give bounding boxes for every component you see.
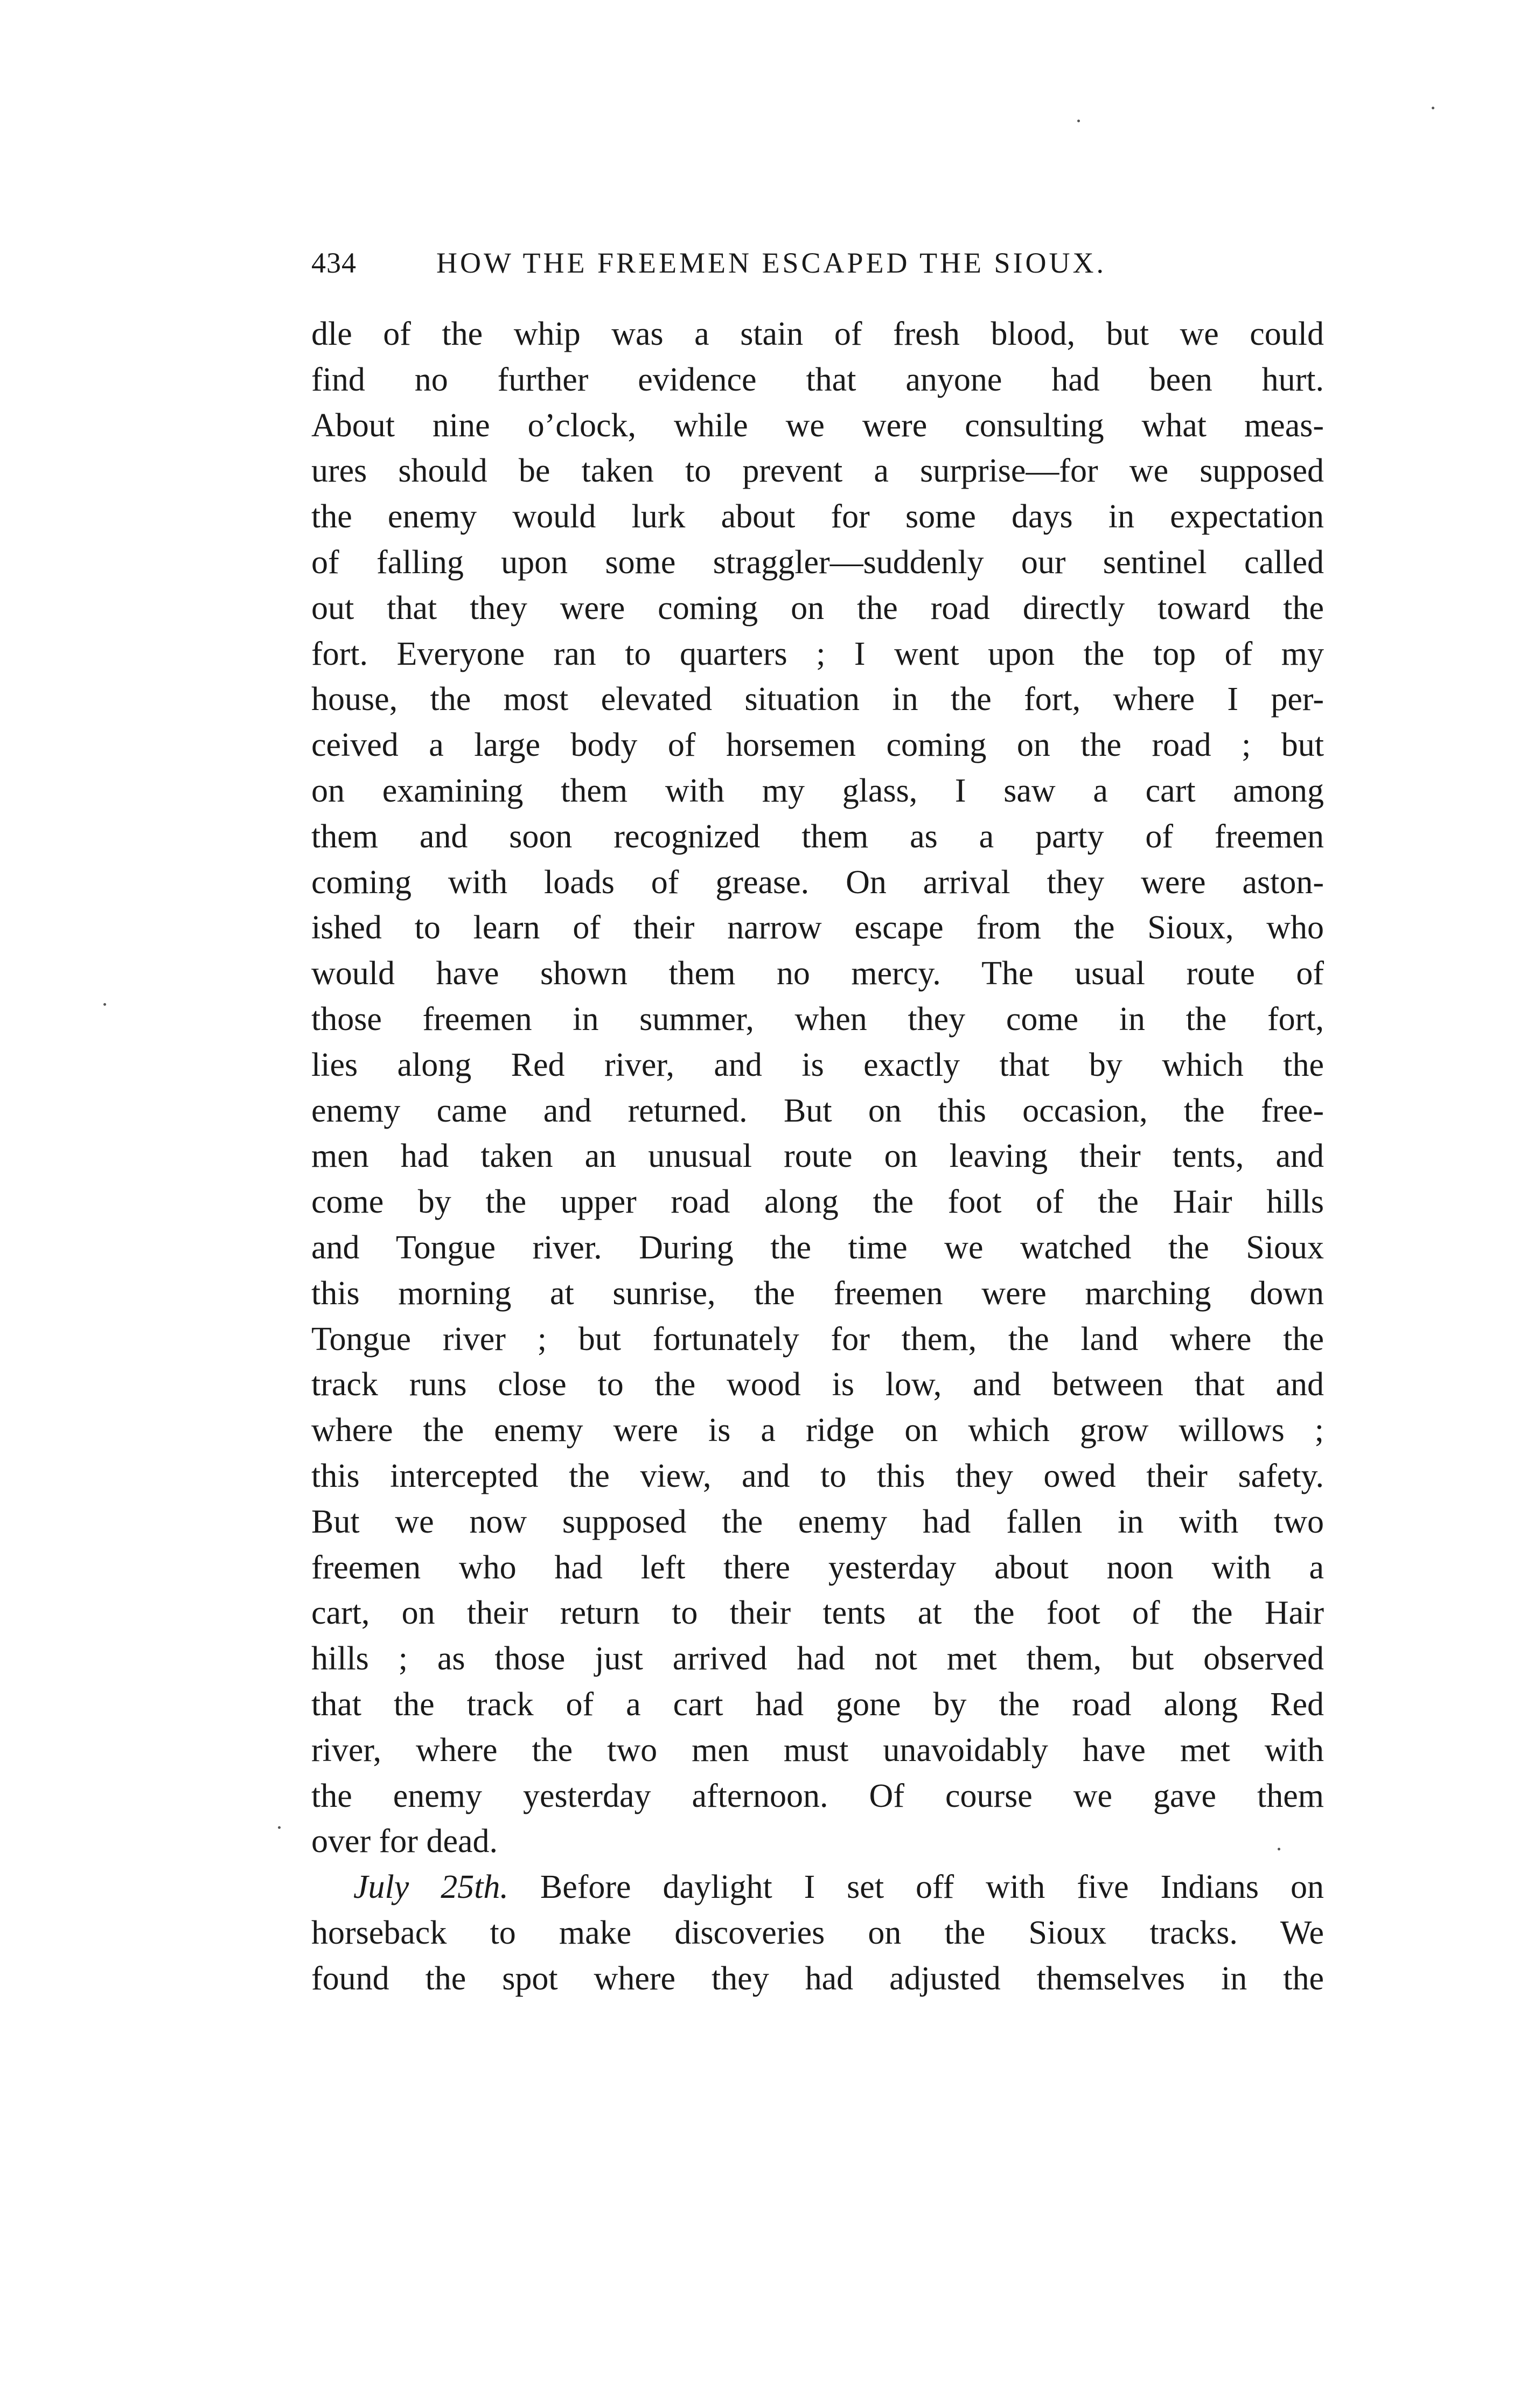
- text-line: cart, on their return to their tents at the foot of the Hair: [311, 1595, 1324, 1632]
- text-line: Tongue river ; but fortunately for them, the land where the: [311, 1320, 1324, 1358]
- text-line: the enemy would lurk about for some days in expectation: [311, 498, 1324, 535]
- text-line: freemen who had left there yesterday about noon with a: [311, 1549, 1324, 1586]
- entry-date: July 25th.: [353, 1869, 508, 1906]
- text-run: Before daylight I set off with five Indians on: [540, 1869, 1324, 1906]
- text-line: find no further evidence that anyone had been hurt.: [311, 361, 1324, 398]
- text-line: the enemy yesterday afternoon. Of course we gave them: [311, 1777, 1324, 1814]
- paper-speck: [278, 1826, 281, 1829]
- text-line: this intercepted the view, and to this they owed their safety.: [311, 1457, 1324, 1494]
- text-line: that the track of a cart had gone by the road along Red: [311, 1686, 1324, 1723]
- text-line: come by the upper road along the foot of the Hair hills: [311, 1184, 1324, 1221]
- text-line: out that they were coming on the road directly toward the: [311, 589, 1324, 627]
- text-line: ures should be taken to prevent a surprise—for we supposed: [311, 453, 1324, 490]
- paper-speck: [1432, 107, 1434, 109]
- text-line: About nine o’clock, while we were consulting what meas-: [311, 407, 1324, 444]
- text-line: dle of the whip was a stain of fresh blood, but we could: [311, 316, 1324, 352]
- paper-speck: [1278, 1848, 1280, 1850]
- text-line: on examining them with my glass, I saw a cart among: [311, 772, 1324, 809]
- running-head: [311, 241, 1324, 284]
- text-line: those freemen in summer, when they come in the fort,: [311, 1000, 1324, 1038]
- page-number: 434: [311, 247, 357, 279]
- text-line: fort. Everyone ran to quarters ; I went upon the top of my: [311, 635, 1324, 672]
- text-line: hills ; as those just arrived had not met them, but observed: [311, 1640, 1324, 1678]
- text-line: this morning at sunrise, the freemen were marching down: [311, 1275, 1324, 1312]
- text-line: enemy came and returned. But on this occasion, the free-: [311, 1092, 1324, 1129]
- text-line: and Tongue river. During the time we watched the Sioux: [311, 1229, 1324, 1266]
- paragraph-last-line: over for dead.: [311, 1823, 498, 1860]
- text-line: of falling upon some straggler—suddenly our sentinel called: [311, 544, 1324, 581]
- text-line: ished to learn of their narrow escape from the Sioux, who: [311, 909, 1324, 947]
- text-line: would have shown them no mercy. The usual route of: [311, 955, 1324, 992]
- text-line: lies along Red river, and is exactly that by which the: [311, 1046, 1324, 1083]
- dated-paragraph-first-line: [311, 1864, 1324, 1910]
- text-line: track runs close to the wood is low, and between that and: [311, 1366, 1324, 1403]
- body-text: [311, 311, 1324, 2001]
- text-line: ceived a large body of horsemen coming on the road ; but: [311, 727, 1324, 764]
- paper-speck: [1077, 120, 1080, 122]
- text-line: river, where the two men must unavoidably have met with: [311, 1731, 1324, 1769]
- text-line: house, the most elevated situation in the fort, where I per-: [311, 681, 1324, 718]
- text-line: But we now supposed the enemy had fallen in with two: [311, 1503, 1324, 1540]
- text-line: coming with loads of grease. On arrival they were aston-: [311, 864, 1324, 901]
- text-line: men had taken an unusual route on leaving their tents, and: [311, 1138, 1324, 1175]
- running-title: HOW THE FREEMEN ESCAPED THE SIOUX.: [436, 247, 1107, 279]
- text-line: them and soon recognized them as a party of freemen: [311, 818, 1324, 855]
- text-line: horseback to make discoveries on the Sioux tracks. We: [311, 1914, 1324, 1951]
- paper-speck: [103, 1003, 106, 1006]
- text-line: found the spot where they had adjusted themselves in the: [311, 1960, 1324, 1997]
- text-line: where the enemy were is a ridge on which grow willows ;: [311, 1412, 1324, 1449]
